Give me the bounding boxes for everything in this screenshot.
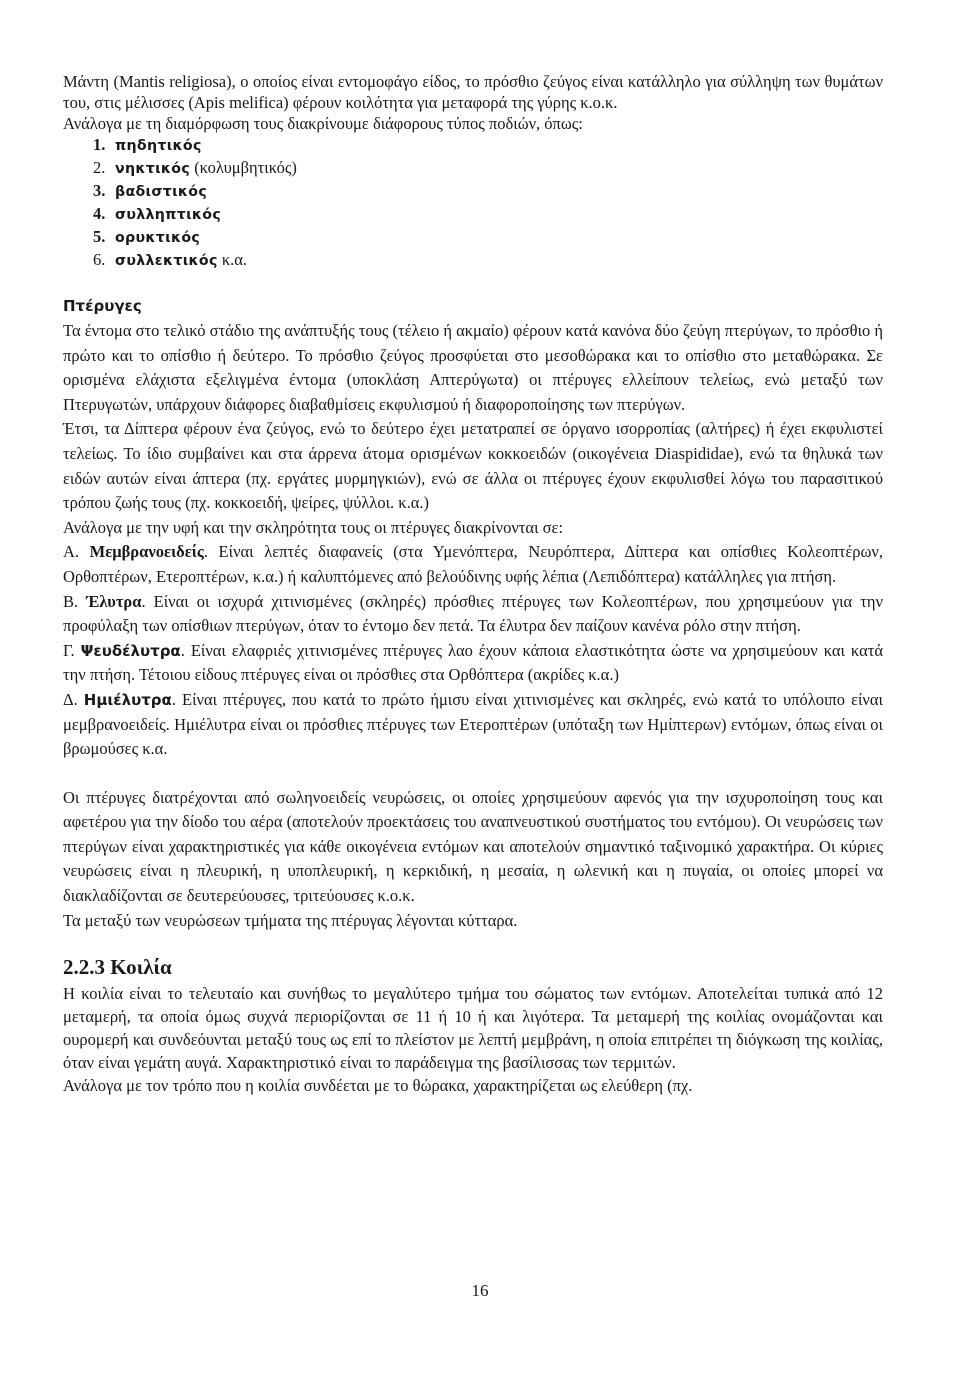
wings-paragraph-1: Τα έντομα στο τελικό στάδιο της ανάπτυξής τους (τέλειο ή ακμαίο) φέρουν κατά κανόνα δύο ζεύγη πτερύγων, το πρόσθιο ή πρώτο και το οπίσθιο ή δεύτερο. Το πρόσθιο ζεύγος προσφύεται στο μεσοθώρακα και το οπίσθιο στο μεταθώρακα. Σε ορισμένα ελάχιστα εξελιγμένα έντομα (υποκλάση Απτερύγωτα) οι πτέρυγες ελλείπουν τελείως, ενώ μεταξύ των Πτερυγωτών, υπάρχουν διάφορες διαβαθμίσεις εκφυλισμού ή διαφοροποίησης των πτερύγων. (63, 321, 884, 414)
wing-type-b: Β. Έλυτρα. Είναι οι ισχυρά χιτινισμένες (σκληρές) πρόσθιες πτέρυγες των Κολεοπτέρων, που χρησιμεύουν για την προφύλαξη των οπίσθιων πτερύγων, όταν το έντομο δεν πετά. Τα έλυτρα δεν παίζουν κανένα ρόλο στην πτήση. (63, 591, 883, 636)
list-item: 3. βαδιστικός (93, 181, 208, 200)
abdomen-connection-sentence: Ανάλογα με τον τρόπο που η κοιλία συνδέεται με το θώρακα, χαρακτηρίζεται ως ελεύθερη (πχ. (63, 1076, 693, 1096)
wing-type-c: Γ. Ψευδέλυτρα. Είναι ελαφριές χιτινισμένες πτέρυγες λαο έχουν κάποια ελαστικότητα ώστε να χρησιμεύουν και κατά την πτήση. Τέτοιου είδους πτέρυγες είναι οι πρόσθιες στα Ορθόπτερα (ακρίδες κ.α.) (63, 640, 883, 685)
wing-type-d: Δ. Ημιέλυτρα. Είναι πτέρυγες, που κατά το πρώτο ήμισυ είναι χιτινισμένες και σκληρές, ενώ κατά το υπόλοιπο είναι μεμβρανοειδείς. Ημιέλυτρα είναι οι πρόσθιες πτέρυγες των Ετεροπτέρων (υπόταξη των Ημίπτερων) εντόμων, όπως είναι οι βρωμούσες κ.α. (63, 689, 883, 759)
list-item: 2. νηκτικός (κολυμβητικός) (93, 158, 297, 177)
wing-type-a: Α. Μεμβρανοειδείς. Είναι λεπτές διαφανείς (στα Υμενόπτερα, Νευρόπτερα, Δίπτερα και οπίσθιες Κολεοπτέρων, Ορθοπτέρων, Ετεροπτέρων, κ.α.) ή καλυπτόμενες από βελούδινης υφής λέπια (Λεπιδόπτερα) κατάλληλες για πτήση. (63, 542, 883, 586)
veins-paragraph: Οι πτέρυγες διατρέχονται από σωληνοειδείς νευρώσεις, οι οποίες χρησιμεύουν αφενός για την ισχυροποίηση τους και αφετέρου για την δίοδο του αέρα (αποτελούν προεκτάσεις του αναπνευστικού συστήματος του εντόμου). Οι νευρώσεις των πτερύγων είναι χαρακτηριστικές για κάθε οικογένεια εντόμων και αποτελούν σημαντικό ταξινομικό χαρακτήρα. Οι κύριες νευρώσεις είναι η πλευρική, η υποπλευρική, η κερκιδική, η μεσαία, η ωλενική και η πυγαία, οι οποίες μπορεί να διακλαδίζονται σε δευτερεύουσες, τριτεύουσες κ.ο.κ. (63, 787, 883, 906)
intro-paragraph: Μάντη (Mantis religiosa), ο οποίος είναι εντομοφάγο είδος, το πρόσθιο ζεύγος είναι κατάλληλο για σύλληψη των θυμάτων του, στις μέλισσες (Apis melifica) φέρουν κοιλότητα για μεταφορά της γύρης κ.ο.κ. (63, 72, 883, 112)
intro-types-sentence: Ανάλογα με τη διαμόρφωση τους διακρίνουμε διάφορους τύπος ποδιών, όπως: (63, 114, 583, 133)
page-number: 16 (471, 1281, 489, 1300)
wings-paragraph-2: Έτσι, τα Δίπτερα φέρουν ένα ζεύγος, ενώ το δεύτερο έχει μετατραπεί σε όργανο ισορροπίας (αλτήρες) ή έχει εκφυλιστεί τελείως. Το ίδιο συμβαίνει και στα άρρενα άτομα ορισμένων κοκκοειδών (οικογένεια Diaspididae), ενώ τα θηλυκά των ειδών αυτών είναι άπτερα (πχ. εργάτες μυρμηγκιών), ενώ σε άλλα οι πτέρυγες έχουν εκφυλισθεί λόγω του παρασιτικού τρόπου ζωής τους (πχ. κοκκοειδή, ψείρες, ψύλλοι. κ.α.) (63, 419, 883, 513)
list-item: 4. συλληπτικός (93, 204, 222, 223)
list-item: 6. συλλεκτικός κ.α. (93, 250, 248, 269)
cells-sentence: Τα μεταξύ των νευρώσεων τμήματα της πτέρυγας λέγονται κύτταρα. (63, 910, 518, 930)
document-page (63, 71, 883, 1097)
wings-types-intro: Ανάλογα με την υφή και την σκληρότητα τους οι πτέρυγες διακρίνονται σε: (63, 517, 564, 537)
list-item: 1. πηδητικός (93, 135, 202, 154)
section-title: 2.2.3 Κοιλία (63, 955, 172, 980)
abdomen-paragraph: Η κοιλία είναι το τελευταίο και συνήθως το μεγαλύτερο τμήμα του σώματος των εντόμων. Αποτελείται τυπικά από 12 μεταμερή, τα οποία όμως συχνά περιορίζονται σε 11 ή 10 ή και λιγότερα. Τα μεταμερή της κοιλίας ονομάζονται και ουρομερή και συνδεόυνται μεταξύ τους ως επί το πλείστον με λεπτή μεμβράνη, η οποία επιτρέπει τη διόγκωση της κοιλίας, όταν είναι γεμάτη αυγά. Χαρακτηριστικό είναι το παράδειγμα της βασίλισσας των τερμιτών. (63, 984, 883, 1073)
wings-heading: Πτέρυγες (63, 297, 142, 315)
list-item: 5. ορυκτικός (93, 227, 201, 246)
leg-types-list (63, 134, 883, 272)
